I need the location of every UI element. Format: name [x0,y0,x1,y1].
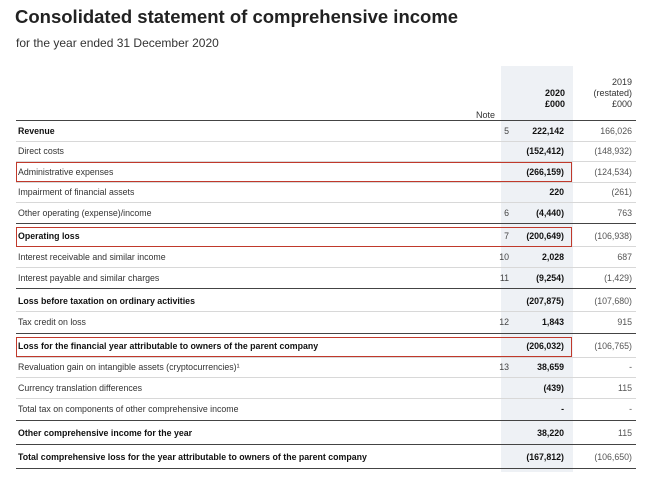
row-value-2019: 687 [617,252,632,262]
col-2019-restated: (restated) [593,88,632,98]
row-value-2019: 115 [617,383,632,393]
row-divider [16,311,636,312]
statement-subtitle: for the year ended 31 December 2020 [16,36,219,50]
row-value-2020: (167,812) [526,452,564,462]
subtotal-rule [16,333,636,334]
row-divider [16,267,636,268]
row-label: Total tax on components of other comprehensive income [18,404,239,414]
subtotal-rule [16,223,636,224]
table-row [16,185,636,199]
table-row [16,294,636,308]
table-row [16,450,636,464]
row-label: Administrative expenses [18,167,114,177]
row-value-2019: (1,429) [604,273,632,283]
row-note: 7 [504,231,509,241]
row-value-2020: (439) [543,383,564,393]
row-value-2019: (106,938) [594,231,632,241]
row-label: Direct costs [18,146,64,156]
table-row [16,271,636,285]
row-label: Revenue [18,126,55,136]
table-row [16,124,636,138]
row-value-2019: - [629,404,632,414]
row-note: 5 [504,126,509,136]
row-value-2020: (9,254) [536,273,564,283]
row-label: Other comprehensive income for the year [18,428,193,438]
row-label: Interest receivable and similar income [18,252,166,262]
table-row [16,381,636,395]
row-label: Revaluation gain on intangible assets (cryptocurrencies)¹ [18,362,240,372]
highlight-box-loss-for-year [16,337,572,357]
col-2019-unit: £000 [611,99,632,109]
row-value-2020: (200,649) [526,231,564,241]
row-value-2020: 220 [549,187,564,197]
row-value-2019: (107,680) [594,296,632,306]
row-value-2020: (4,440) [536,208,564,218]
table-row [16,144,636,158]
statement-title: Consolidated statement of comprehensive income [15,6,459,27]
table-row [16,426,636,440]
table-row [16,360,636,374]
row-value-2019: 166,026 [600,126,632,136]
row-note: 13 [499,362,509,372]
row-note: 6 [504,208,509,218]
row-divider [16,398,636,399]
row-value-2019: 915 [617,317,632,327]
row-value-2020: (152,412) [526,146,564,156]
row-value-2020: 1,843 [541,317,564,327]
row-divider [16,182,636,183]
row-value-2020: (207,875) [526,296,564,306]
row-label: Operating loss [18,231,80,241]
row-note: 11 [499,273,509,283]
row-value-2019: - [629,362,632,372]
row-value-2019: 115 [617,428,632,438]
row-value-2020: 38,220 [537,428,564,438]
row-divider [16,377,636,378]
note-column-header: Note [475,110,495,120]
row-label: Total comprehensive loss for the year attributable to owners of the parent company [18,452,367,462]
row-value-2019: 763 [617,208,632,218]
row-value-2019: (124,534) [594,167,632,177]
row-divider [16,141,636,142]
row-value-2020: (206,032) [526,341,564,351]
row-label: Currency translation differences [18,383,143,393]
col-2020-year: 2020 [544,88,565,98]
row-value-2019: (261) [611,187,632,197]
row-value-2020: (266,159) [526,167,564,177]
subtotal-rule [16,288,636,289]
row-value-2019: (106,650) [594,452,632,462]
row-note: 10 [499,252,509,262]
row-label: Loss for the financial year attributable to owners of the parent company [18,341,319,351]
highlight-box-administrative-expenses [16,162,572,182]
row-label: Tax credit on loss [18,317,86,327]
row-value-2019: (106,765) [594,341,632,351]
row-label: Other operating (expense)/income [18,208,152,218]
row-divider [16,357,636,358]
row-note: 12 [499,317,509,327]
subtotal-rule [16,444,636,445]
row-value-2020: - [561,404,564,414]
row-label: Loss before taxation on ordinary activities [18,296,195,306]
row-label: Interest payable and similar charges [18,273,160,283]
subtotal-rule [16,420,636,421]
table-row [16,206,636,220]
table-row [16,315,636,329]
table-row [16,250,636,264]
col-2020-unit: £000 [544,99,565,109]
row-label: Impairment of financial assets [18,187,135,197]
row-value-2020: 2,028 [541,252,564,262]
col-2019-year: 2019 [611,77,632,87]
table-bottom-rule [16,468,636,469]
row-value-2020: 222,142 [532,126,564,136]
row-divider [16,202,636,203]
table-row [16,402,636,416]
row-value-2019: (148,932) [594,146,632,156]
row-value-2020: 38,659 [537,362,564,372]
header-rule [16,120,636,121]
highlight-box-operating-loss [16,227,572,247]
